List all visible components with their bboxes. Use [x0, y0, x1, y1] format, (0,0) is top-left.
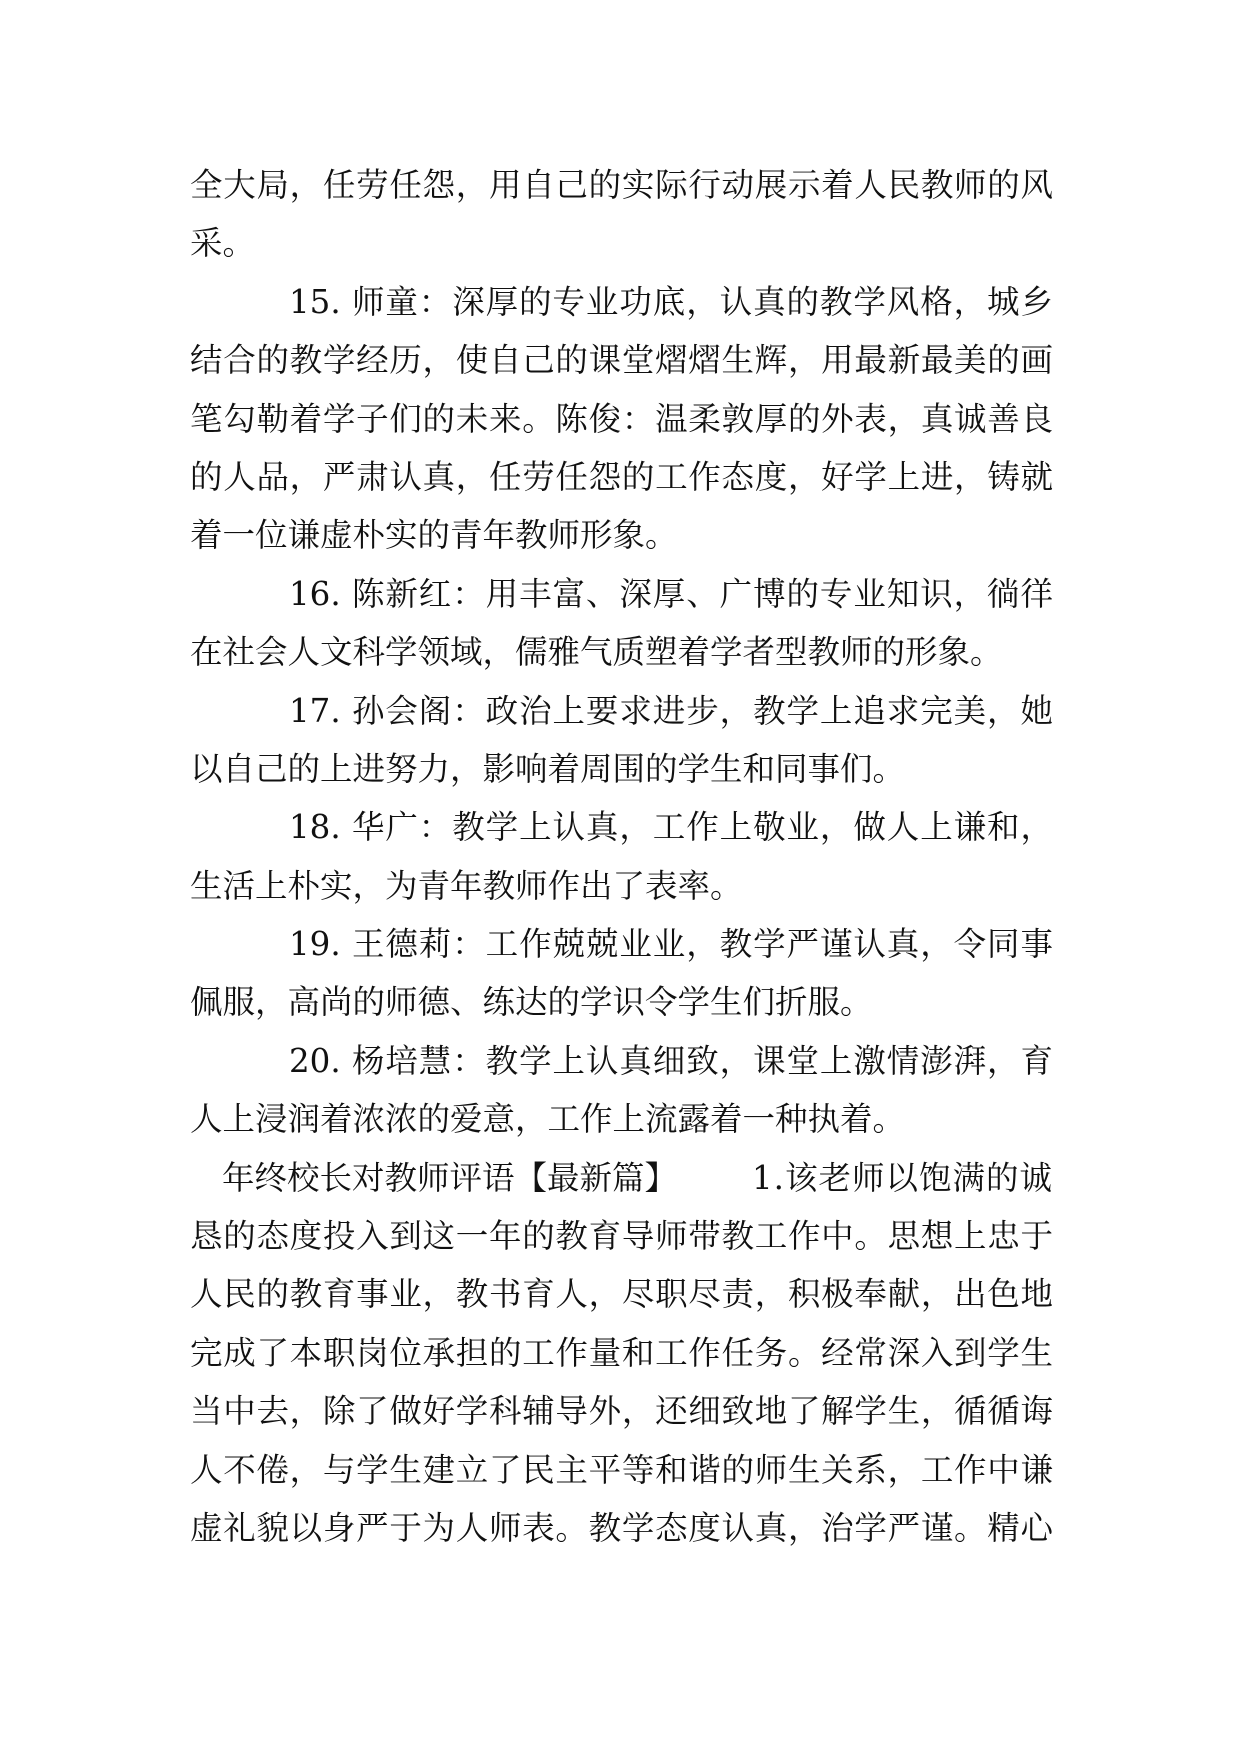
paragraph-item-15 [190, 273, 1053, 565]
text-line: 20. 杨培慧：教学上认真细致，课堂上激情澎湃，育 [289, 1041, 1053, 1080]
text-line: 生活上朴实，为青年教师作出了表率。 [190, 866, 743, 905]
text-line: 19. 王德莉：工作兢兢业业，教学严谨认真，令同事 [289, 925, 1053, 964]
text-line: 佩服，高尚的师德、练达的学识令学生们折服。 [190, 983, 873, 1022]
text-line: 16. 陈新红：用丰富、深厚、广博的专业知识，徜徉 [289, 574, 1053, 613]
text-line: 完成了本职岗位承担的工作量和工作任务。经常深入到学生 [190, 1333, 1053, 1372]
text-line: 人民的教育事业，教书育人，尽职尽责，积极奉献，出色地 [190, 1275, 1053, 1314]
paragraph-item-17 [190, 682, 1053, 799]
text-line: 的人品，严肃认真，任劳任怨的工作态度，好学上进，铸就 [190, 457, 1053, 496]
paragraph-item-20 [190, 1032, 1053, 1149]
text-line: 15. 师童：深厚的专业功底，认真的教学风格，城乡 [289, 282, 1053, 321]
text-line: 当中去，除了做好学科辅导外，还细致地了解学生，循循诲 [190, 1392, 1053, 1431]
text-line: 以自己的上进努力，影响着周围的学生和同事们。 [190, 749, 906, 788]
text-line: 人不倦，与学生建立了民主平等和谐的师生关系，工作中谦 [190, 1450, 1053, 1489]
text-line: 18. 华广：教学上认真，工作上敬业，做人上谦和， [289, 808, 1053, 847]
text-line: 采。 [190, 224, 256, 263]
section-latest-comments [190, 1149, 1053, 1558]
text-line: 结合的教学经历，使自己的课堂熠熠生辉，用最新最美的画 [190, 341, 1053, 380]
section-heading: 年终校长对教师评语【最新篇】 [222, 1158, 678, 1197]
document-body [190, 156, 1053, 1557]
text-line: 17. 孙会阁：政治上要求进步，教学上追求完美，她 [289, 691, 1053, 730]
paragraph-continued [190, 156, 1053, 273]
text-line: 全大局，任劳任怨，用自己的实际行动展示着人民教师的风 [190, 166, 1053, 204]
paragraph-item-18 [190, 798, 1053, 915]
text-line: 在社会人文科学领域，儒雅气质塑着学者型教师的形象。 [190, 633, 1003, 672]
text-line: 笔勾勒着学子们的未来。陈俊：温柔敦厚的外表，真诚善良 [190, 399, 1053, 438]
item-1-start: 1.该老师以饱满的诚 [751, 1158, 1053, 1197]
text-line: 着一位谦虚朴实的青年教师形象。 [190, 516, 678, 555]
text-line: 恳的态度投入到这一年的教育导师带教工作中。思想上忠于 [190, 1217, 1053, 1256]
paragraph-item-16 [190, 565, 1053, 682]
text-line: 虚礼貌以身严于为人师表。教学态度认真，治学严谨。精心 [190, 1508, 1053, 1547]
text-line: 人上浸润着浓浓的爱意，工作上流露着一种执着。 [190, 1100, 906, 1139]
section-heading-line [190, 1149, 1053, 1207]
paragraph-item-19 [190, 915, 1053, 1032]
